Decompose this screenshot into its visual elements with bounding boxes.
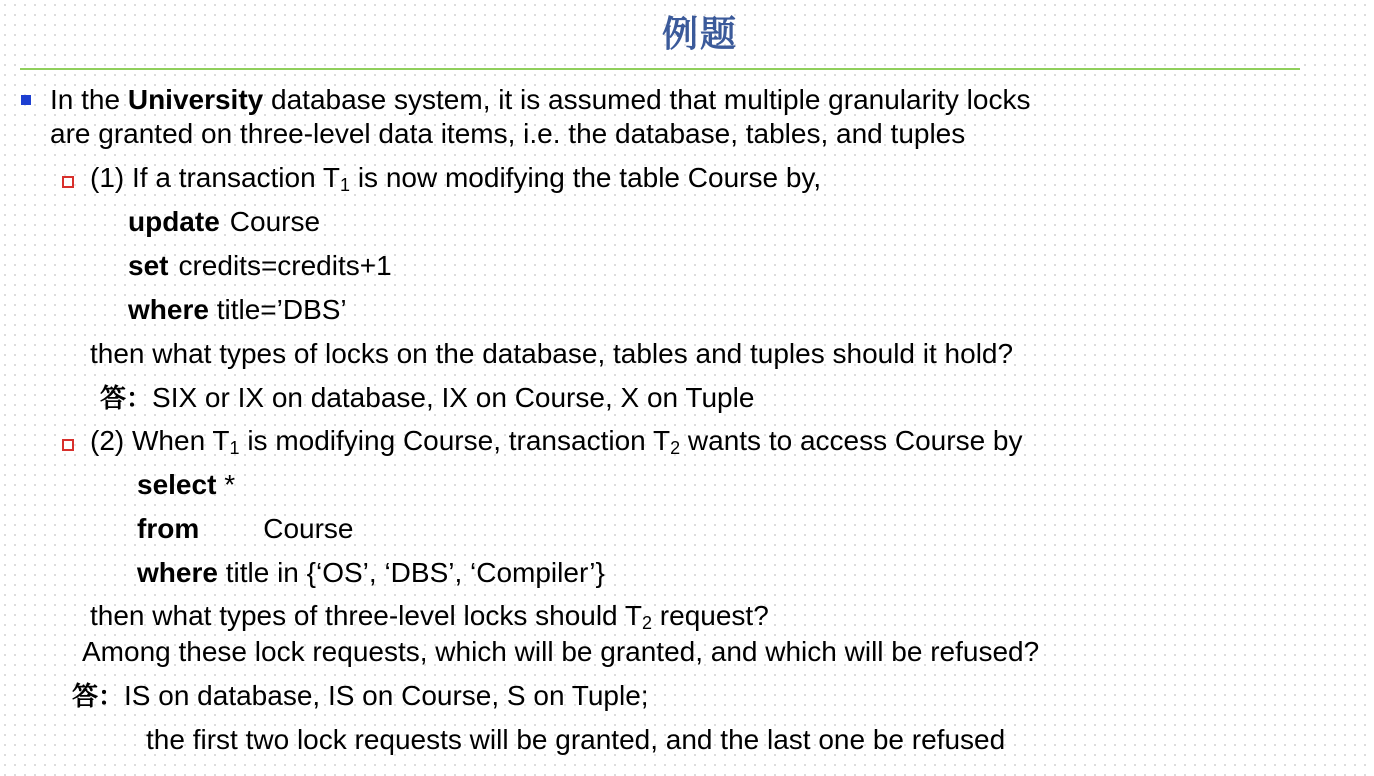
q1-sql-set: set credits=credits+1 [128, 250, 392, 281]
q1-heading: (1) If a transaction $T_1$ is now modifying the table Course by, [90, 162, 822, 195]
title-divider [20, 68, 1300, 70]
q1-sql-where: where title=’DBS’ [128, 294, 347, 325]
q2-heading: (2) When $T_1$ is modifying Course, transaction $T_2$ wants to access Course by [90, 425, 1023, 458]
slide-title: 例题 [661, 14, 738, 55]
q1-sql-update: update Course [128, 206, 321, 237]
q2-question-2: Among these lock requests, which will be granted, and which will be refused? [82, 636, 1040, 667]
intro-line-1: In the University database system, it is assumed that multiple granularity locks [50, 84, 1031, 115]
q2-answer: 答：IS on database, IS on Course, S on Tuple; [72, 680, 649, 712]
university-bold: University [127, 84, 264, 115]
q1-question: then what types of locks on the database, tables and tuples should it hold? [90, 338, 1014, 369]
q2-sql-select: select * [137, 469, 236, 500]
hollow-square-bullet-icon [62, 176, 74, 188]
q1-answer: 答：SIX or IX on database, IX on Course, X on Tuple [100, 382, 755, 414]
hollow-square-bullet-icon [62, 439, 74, 451]
intro-line-2: are granted on three-level data items, i.e. the database, tables, and tuples [50, 118, 966, 149]
q2-sql-from: from Course [137, 513, 354, 544]
q2-question: then what types of three-level locks should $T_2$ request? [90, 600, 769, 633]
square-bullet-icon [21, 95, 31, 105]
q2-sql-where: where title in {‘OS’, ‘DBS’, ‘Compiler’} [137, 557, 605, 588]
q2-answer-2: the first two lock requests will be granted, and the last one be refused [146, 724, 1006, 755]
